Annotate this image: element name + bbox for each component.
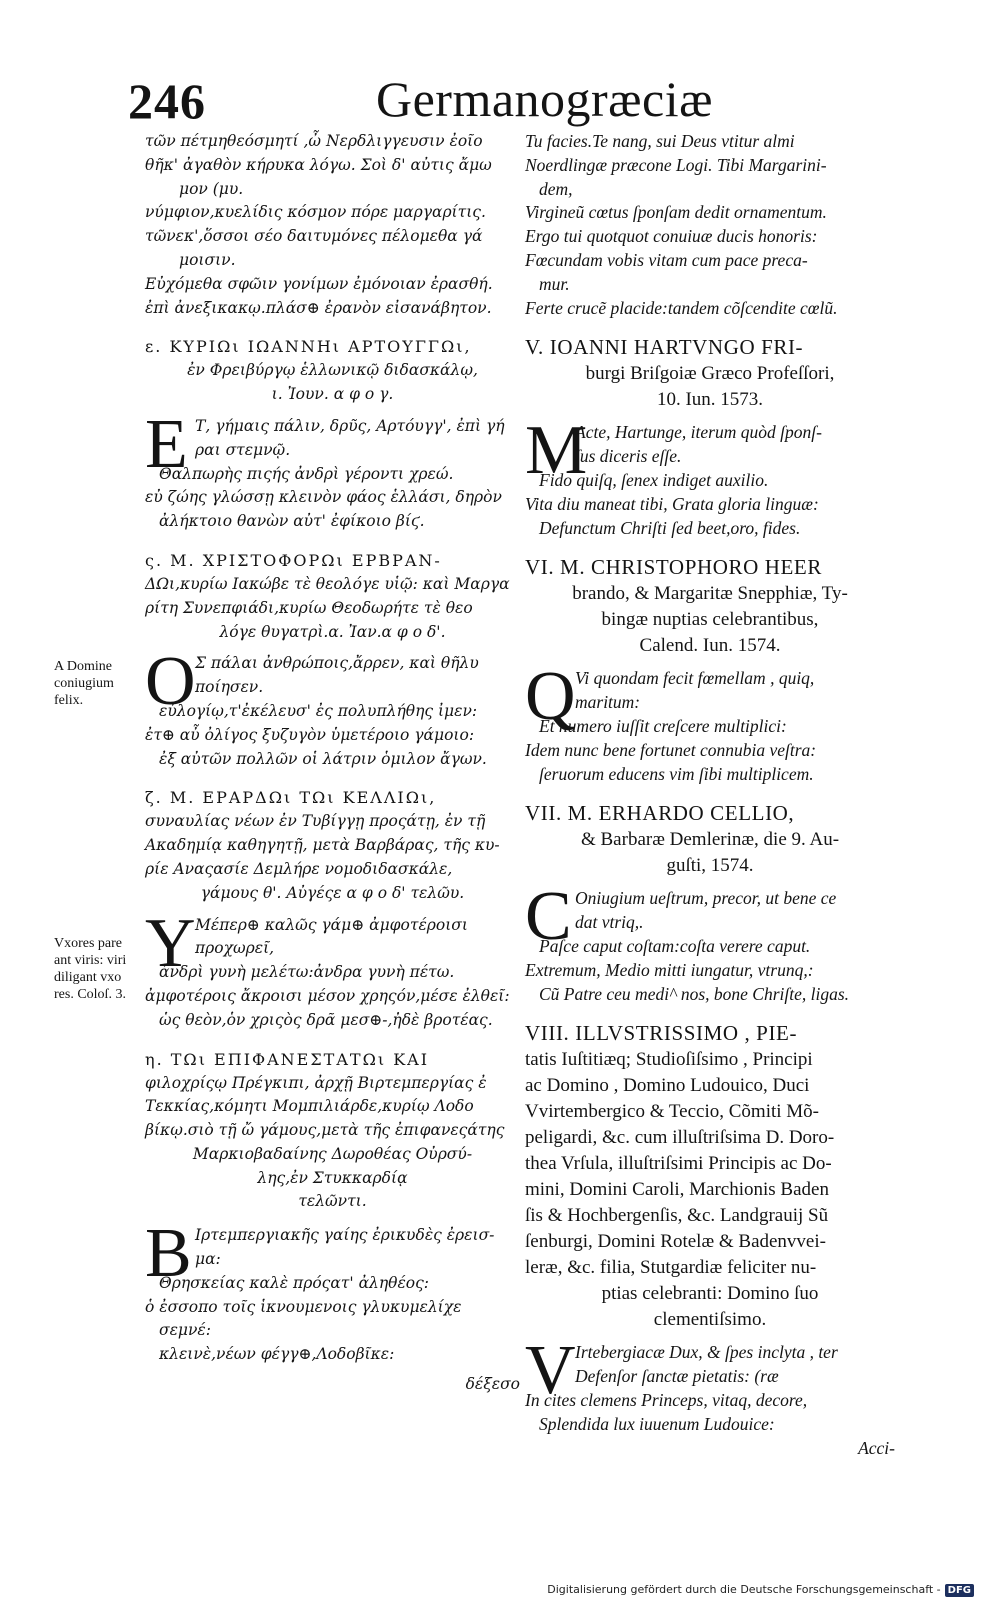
poem-body	[145, 904, 520, 1033]
verse-line: τῶν πέτμηθεόσμητί ,ὦ Νερδλιγγευσιν ἐοῖο	[145, 132, 483, 150]
poem-body	[145, 643, 520, 771]
poem-heading: η. ΤΩι ΕΠΙΦΑΝΕΣΤΑΤΩι ΚΑΙ	[145, 1049, 430, 1069]
verse-line: εὐλογίῳ,τ'ἐκέλευσ' ἐς πολυπλήθης ἰμεν:	[159, 701, 478, 720]
poem-heading: brando, & Margaritæ Snepphiæ, Ty-	[572, 583, 848, 605]
verse-line: dat vtriq,.	[575, 912, 644, 933]
greek-poem-7	[145, 785, 520, 1032]
verse-line: θῆκ' ἀγαθὸν κήρυκα λόγω. Σοὶ δ' αὐτις ἄμω	[145, 155, 492, 174]
poem-body	[525, 658, 895, 786]
running-head: Germanogræciæ	[376, 71, 713, 127]
poem-heading: V. IOANNI HARTVNGO FRI-	[525, 335, 804, 360]
poem-body	[145, 405, 520, 534]
greek-poem-6	[145, 548, 520, 771]
drop-cap: B	[145, 1215, 192, 1293]
verse-line: Paſce caput coſtam:coſta verere caput.	[539, 935, 811, 956]
verse-line: ἀλήκτοιο θανὼν αὐτ' ἐφίκοιο βίϛ.	[159, 512, 425, 531]
poem-heading: VII. M. ERHARDO CELLIO,	[525, 801, 795, 826]
poem-heading: ΔΩι,κυρίω Ιακώβε τὲ θεολόγε υἱῷ: καὶ Μαργα	[145, 574, 510, 593]
poem-body	[525, 412, 895, 540]
margin-note-line: ant viris: viri	[54, 953, 127, 968]
margin-note-line: coniugium	[54, 676, 114, 691]
footer-text: Digitalisierung gefördert durch die Deutsche Forschungsgemeinschaft -	[547, 1583, 941, 1596]
verse-line: ſeruorum educens vim ſibi multiplicem.	[539, 763, 814, 784]
latin-column	[525, 130, 895, 1474]
verse-line: εὐ ζώης γλώσσῃ κλεινὸν φάος ἑλλάσι, δηρὸν	[145, 488, 502, 507]
verse-line: Splendida lux iuuenum Ludouice:	[539, 1413, 775, 1434]
greek-column	[145, 130, 520, 1411]
poem-heading: ac Domino , Domino Ludouico, Duci	[525, 1075, 810, 1097]
verse-line: maritum:	[575, 692, 641, 713]
verse-line: τῶνεκ',ὅσσοι σέο δαιτυμόνες πέλομεθα γά	[145, 227, 483, 246]
poem-heading: Calend. Iun. 1574.	[639, 635, 781, 657]
verse-line: μα:	[195, 1250, 221, 1269]
poem-body	[525, 1332, 895, 1436]
poem-heading: clementiſsimo.	[653, 1309, 767, 1331]
verse-line: ποίησεν.	[195, 678, 264, 697]
poem-body	[525, 878, 895, 1006]
greek-poem-8	[145, 1047, 520, 1397]
verse-line: Defunctum Chriſti ſed beet,oro, fides.	[539, 517, 801, 538]
poem-heading: leræ, &c. filia, Stutgardiæ feliciter nu-	[525, 1257, 817, 1279]
verse-line: Virgineũ cœtus ſponſam dedit ornamentum.	[525, 202, 827, 223]
margin-note-coniugium	[54, 658, 142, 709]
catchword: Acci-	[858, 1437, 895, 1458]
poem-heading: mini, Domini Caroli, Marchionis Baden	[525, 1179, 829, 1201]
latin-intro	[525, 130, 895, 320]
poem-heading: Ακαδημίᾳ καθηγητῇ, μετὰ Βαρβάρας, τῆς κυ-	[145, 836, 500, 855]
margin-note-line: res. Coloſ. 3.	[54, 987, 126, 1002]
latin-poem-5	[525, 334, 895, 540]
poem-heading: peligardi, &c. cum illuſtriſsima D. Doro-	[525, 1127, 835, 1149]
verse-line: κλεινὲ,νέων φέγγ⊕,Λοδοβῖκε:	[159, 1345, 395, 1364]
poem-heading: ſenburgi, Domini Rotelæ & Badenvvei-	[525, 1231, 826, 1253]
margin-note-line: A Domine	[54, 659, 112, 674]
poem-heading: λόγε θυγατρὶ.α. Ἰαν.α φ ο δ'.	[219, 622, 446, 641]
poem-heading: τελῶντι.	[298, 1192, 367, 1211]
verse-line: Noerdlingæ præcone Logi. Tibi Margarini-	[525, 154, 827, 175]
poem-heading: Τεκκίας,κόμητι Μομπιλιάρδε,κυρίῳ Λοδο	[145, 1097, 474, 1116]
verse-line: ἐπὶ ἀνεξικακῳ.πλάσ⊕ ἐρανὸν εἰσανάβητον.	[145, 298, 492, 317]
verse-line: Irtebergiacæ Dux, & ſpes inclyta , ter	[575, 1342, 838, 1363]
verse-line: ἀμφοτέροις ἄκροισι μέσον χρηςόν,μέσε ἐλθεῖ:	[145, 986, 510, 1005]
verse-line: Et numero iuſſit creſcere multiplici:	[539, 715, 787, 736]
poem-heading: ι. Ἰουν. α φ ο γ.	[271, 385, 394, 404]
verse-line: ἐτ⊕ αὖ ὀλίγος ξυζυγὸν ὑμετέροιο γάμοιο:	[145, 725, 475, 744]
poem-heading: ἐν Φρειβύργῳ ἑλλωνικῷ διδασκάλῳ,	[187, 361, 478, 380]
poem-heading: φιλοχρίςῳ Πρέγκιπι, ἀρχῇ Βιρτεμπεργίας ἐ	[145, 1073, 487, 1092]
verse-line: Ιρτεμπεργιακῆς γαίης ἐρικυδὲς ἐρεισ-	[195, 1226, 495, 1245]
digitization-footer	[547, 1583, 974, 1597]
latin-poem-8	[525, 1020, 895, 1460]
verse-line: ὁ ἐσσοπο τοῖς ἱκνουμενοις γλυκυμελίχε	[145, 1297, 462, 1316]
greek-intro	[145, 130, 520, 320]
verse-line: σεμνέ:	[159, 1321, 211, 1340]
verse-line: Vita diu maneat tibi, Grata gloria linguæ:	[525, 493, 819, 514]
poem-heading: συναυλίας νέων ἐν Τυβίγγῃ προςάτῃ, ἐν τῇ	[145, 812, 486, 831]
verse-line: ὡς θεὸν,ὁν χριςὸς δρᾶ μεσ⊕-,ἠδὲ βροτέας.	[159, 1010, 493, 1029]
page-number: 246	[128, 73, 206, 129]
margin-note-line: felix.	[54, 693, 84, 708]
poem-heading: ε. ΚΥΡΙΩι ΙΩΑΝΝΗι ΑΡΤΟΥΓΓΩι,	[145, 337, 472, 357]
verse-line: Θαλπωρὴς πιςής ἀνδρὶ γέροντι χρεώ.	[159, 464, 454, 483]
verse-line: Εὐχόμεθα σφῶιν γονίμων ἐμόνοιαν ἐρασθή.	[145, 274, 493, 293]
poem-heading: βίκῳ.σιὸ τῇ ὤ γάμους,μετὰ τῆς ἐπιφανεςάτης	[145, 1121, 505, 1140]
verse-line: dem,	[539, 178, 573, 199]
poem-heading: bingæ nuptias celebrantibus,	[601, 609, 819, 631]
verse-line: mur.	[539, 273, 570, 294]
verse-line: Cũ Patre ceu medi^ nos, bone Chriſte, ligas.	[539, 983, 850, 1004]
poem-heading: burgi Briſgoiæ Græco Profeſſori,	[585, 363, 835, 385]
verse-line: Defenſor ſanctæ pietatis: (ræ	[575, 1366, 779, 1387]
poem-heading: thea Vrſula, illuſtriſsimi Principis ac Do-	[525, 1153, 832, 1175]
verse-line: μοισιν.	[179, 250, 236, 269]
verse-line: Vi quondam fecit fœmellam , quiq,	[575, 668, 815, 689]
poem-heading: ρίε Αναςασίε Δεμλήρε νομοδιδασκάλε,	[145, 859, 453, 878]
drop-cap: Y	[145, 904, 196, 982]
verse-line: προχωρεῖ,	[195, 939, 275, 958]
poem-heading: Μαρκιοβαδαίνης Δωροθέας Οὐρσύ-	[192, 1144, 473, 1163]
drop-cap: C	[525, 878, 572, 956]
poem-heading: ſis & Hochbergenſis, &c. Landgrauij Sũ	[525, 1205, 829, 1227]
verse-line: Idem nunc bene fortunet connubia veſtra:	[525, 739, 817, 760]
latin-poem-7	[525, 800, 895, 1006]
poem-heading: ptias celebranti: Domino ſuo	[601, 1283, 819, 1305]
poem-heading: Vvirtembergico & Teccio, Cõmiti Mõ-	[525, 1101, 819, 1123]
poem-heading: tatis Iuſtitiæq; Studioſiſsimo , Principi	[525, 1049, 813, 1071]
verse-line: Fœcundam vobis vitam cum pace preca-	[525, 249, 808, 270]
drop-cap: V	[525, 1332, 576, 1410]
verse-line: In cites clemens Princeps, vitaq, decore,	[525, 1389, 808, 1410]
verse-line: ἐξ αὐτῶν πολλῶν οἱ λάτριν ὁμιλον ἄγων.	[159, 749, 487, 768]
poem-heading: ρίτη Συνεπφιάδι,κυρίω Θεοδωρήτε τὲ θεο	[145, 598, 473, 617]
verse-line: Fido quiſq, ſenex indiget auxilio.	[539, 469, 769, 490]
poem-heading: 10. Iun. 1573.	[656, 389, 764, 411]
verse-line: Τ, γήμαις πάλιν, δρῦς, Αρτόυγγ', ἐπὶ γή	[195, 416, 505, 435]
verse-line: Oniugium ueſtrum, precor, ut bene ce	[575, 888, 837, 909]
verse-line: Extremum, Medio mitti iungatur, vtrunq,:	[525, 959, 814, 980]
catchword: δέξεσο	[465, 1375, 520, 1394]
drop-cap: E	[145, 405, 188, 483]
margin-note-line: diligant vxo	[54, 970, 122, 985]
drop-cap: O	[145, 643, 196, 721]
drop-cap: Q	[525, 658, 576, 736]
poem-heading: guſti, 1574.	[666, 855, 754, 877]
verse-line: μον (μυ.	[179, 179, 244, 198]
verse-line: Ergo tui quotquot conuiuæ ducis honoris:	[525, 226, 818, 247]
verse-line: Ferte crucẽ placide:tandem cõſcendite cœlũ.	[525, 297, 838, 318]
greek-poem-5	[145, 334, 520, 534]
poem-heading: ζ. Μ. ΕΡΑΡΔΩι ΤΩι ΚΕΛΛΙΩι,	[145, 788, 437, 808]
verse-line: Acte, Hartunge, iterum quòd ſponſ-	[575, 422, 822, 443]
verse-line: ſus diceris eſſe.	[575, 446, 682, 467]
drop-cap: M	[525, 412, 588, 490]
poem-heading: & Barbaræ Demlerinæ, die 9. Au-	[580, 829, 840, 851]
poem-heading: ς. Μ. ΧΡΙΣΤΟΦΟΡΩι ΕΡΒΡΑΝ-	[145, 550, 442, 570]
verse-line: ραι στεμνῷ.	[195, 440, 291, 459]
poem-heading: λης,ἐν Στυκκαρδίᾳ	[257, 1168, 408, 1187]
verse-line: ἀνδρὶ γυνὴ μελέτω:ἀνδρα γυνὴ πέτω.	[159, 963, 455, 982]
poem-body	[145, 1215, 520, 1367]
verse-line: Θρησκείας καλὲ πρόςατ' ἀληθέος:	[159, 1273, 430, 1292]
poem-heading: VI. M. CHRISTOPHORO HEER	[525, 555, 822, 580]
verse-line: Μέπερ⊕ καλῶς γάμ⊕ ἀμφοτέροισι	[195, 915, 468, 934]
poem-heading: VIII. ILLVSTRISSIMO , PIE-	[525, 1021, 798, 1046]
latin-poem-6	[525, 554, 895, 786]
margin-note-line: Vxores pare	[54, 936, 123, 951]
margin-note-vxores	[54, 935, 142, 1003]
verse-line: Σ πάλαι ἀνθρώποις,ἄρρεν, καὶ θῆλυ	[195, 654, 479, 673]
verse-line: νύμφιον,κυελίδις κόσμον πόρε μαργαρίτις.	[145, 203, 486, 222]
verse-line: Tu facies.Te nang, sui Deus vtitur almi	[525, 131, 795, 151]
poem-heading: γάμους θ'. Αὐγέςε α φ ο δ' τελῶυ.	[200, 883, 465, 902]
dfg-logo: DFG	[945, 1584, 974, 1597]
